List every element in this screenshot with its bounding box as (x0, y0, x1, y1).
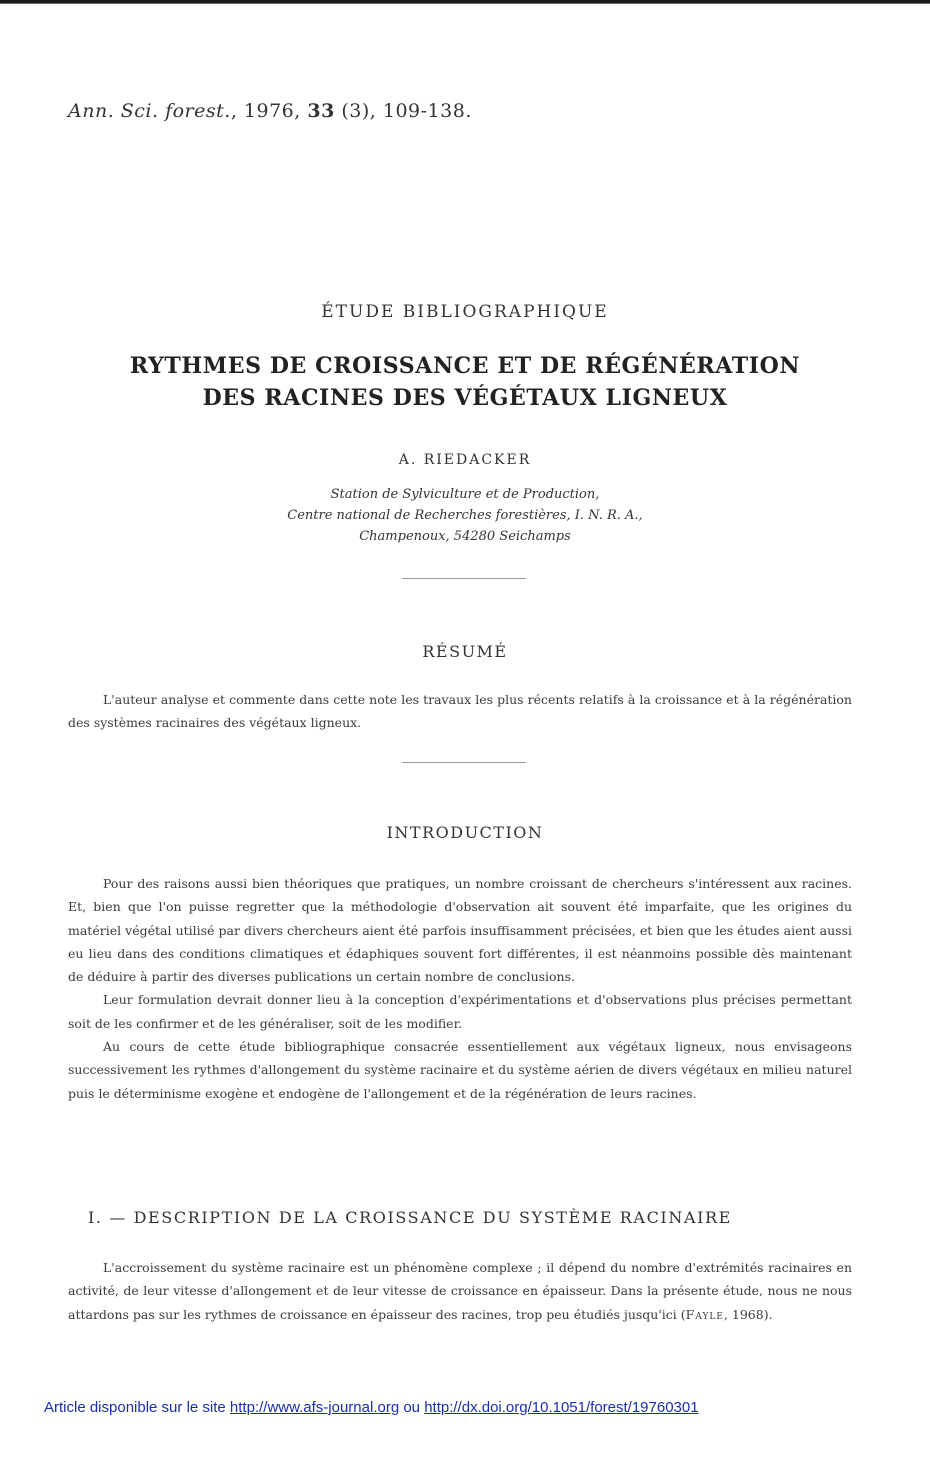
introduction-paragraph-2: Leur formulation devrait donner lieu à la conception d'expérimentations et d'observations plus précises permettant soit de les confirmer et de les généraliser, soit de les modifier. (68, 992, 852, 1031)
separator-rule (402, 578, 526, 579)
availability-footer (44, 1399, 699, 1416)
section-1-body (68, 1256, 852, 1326)
author-name: A. RIEDACKER (398, 452, 532, 468)
citation-year: , 1968). (723, 1306, 773, 1322)
footer-middle: ou (399, 1399, 425, 1416)
citation-author: Fayle (685, 1306, 724, 1322)
title-line-1: RYTHMES DE CROISSANCE ET DE RÉGÉNÉRATION (129, 353, 801, 379)
journal-citation: Ann. Sci. forest., 1976, 33 (3), 109-138. (68, 100, 472, 122)
section-1-heading: I. — DESCRIPTION DE LA CROISSANCE DU SYSTÈME RACINAIRE (88, 1208, 732, 1227)
introduction-heading: INTRODUCTION (386, 823, 544, 842)
journal-issue: (3) (341, 100, 370, 122)
section-1-text: L'accroissement du système racinaire est un phénomène complexe ; il dépend du nombre d'extrémités racinaires en activité, de leur vitesse d'allongement et de leur vitesse de croissance en épaisseur. Dans la présente étude, nous ne nous attardons pas sur les rythmes de croissance en épaisseur des racines, trop peu étudiés jusqu'ici ( (68, 1260, 852, 1322)
affiliation-line-2: Centre national de Recherches forestières, I. N. R. A., (287, 508, 643, 523)
title-line-2: DES RACINES DES VÉGÉTAUX LIGNEUX (202, 385, 728, 411)
doi-link[interactable]: http://dx.doi.org/10.1051/forest/19760301 (424, 1399, 699, 1416)
resume-text: L'auteur analyse et commente dans cette note les travaux les plus récents relatifs à la croissance et à la régénération des systèmes racinaires des végétaux ligneux. (68, 692, 852, 731)
author-affiliation (0, 484, 930, 547)
journal-name: Ann. Sci. forest. (68, 100, 231, 122)
introduction-body (68, 872, 852, 1105)
footer-prefix: Article disponible sur le site (44, 1399, 230, 1416)
journal-year: 1976 (243, 100, 295, 122)
introduction-paragraph-3: Au cours de cette étude bibliographique consacrée essentiellement aux végétaux ligneux, nous envisageons successivement les rythmes d'allongement du système racinaire et du système aérien de divers végétaux en milieu naturel puis le déterminisme exogène et endogène de l'allongement et de la régénération de leurs racines. (68, 1039, 852, 1101)
article-type: ÉTUDE BIBLIOGRAPHIQUE (321, 302, 609, 322)
separator-rule (402, 762, 526, 763)
introduction-paragraph-1: Pour des raisons aussi bien théoriques que pratiques, un nombre croissant de chercheurs s'intéressent aux racines. Et, bien que l'on puisse regretter que la méthodologie d'observation ait souvent été imparfaite, que les origines du matériel végétal utilisé par divers chercheurs aient été parfois insuffisamment précisées, et bien que les études aient aussi eu lieu dans des conditions climatiques et édaphiques souvent fort différentes, il est néanmoins possible dès maintenant de déduire à partir des diverses publications un certain nombre de conclusions. (68, 876, 852, 985)
resume-heading: RÉSUMÉ (422, 642, 508, 661)
top-border-rule (0, 0, 930, 6)
article-title (0, 350, 930, 414)
affiliation-line-3: Champenoux, 54280 Seichamps (359, 529, 571, 544)
journal-site-link[interactable]: http://www.afs-journal.org (229, 1399, 400, 1416)
section-1-paragraph-1 (68, 1256, 852, 1326)
journal-pages: 109-138. (382, 100, 472, 122)
affiliation-line-1: Station de Sylviculture et de Production, (330, 487, 600, 502)
journal-volume: 33 (307, 100, 335, 122)
resume-paragraph (68, 688, 852, 735)
